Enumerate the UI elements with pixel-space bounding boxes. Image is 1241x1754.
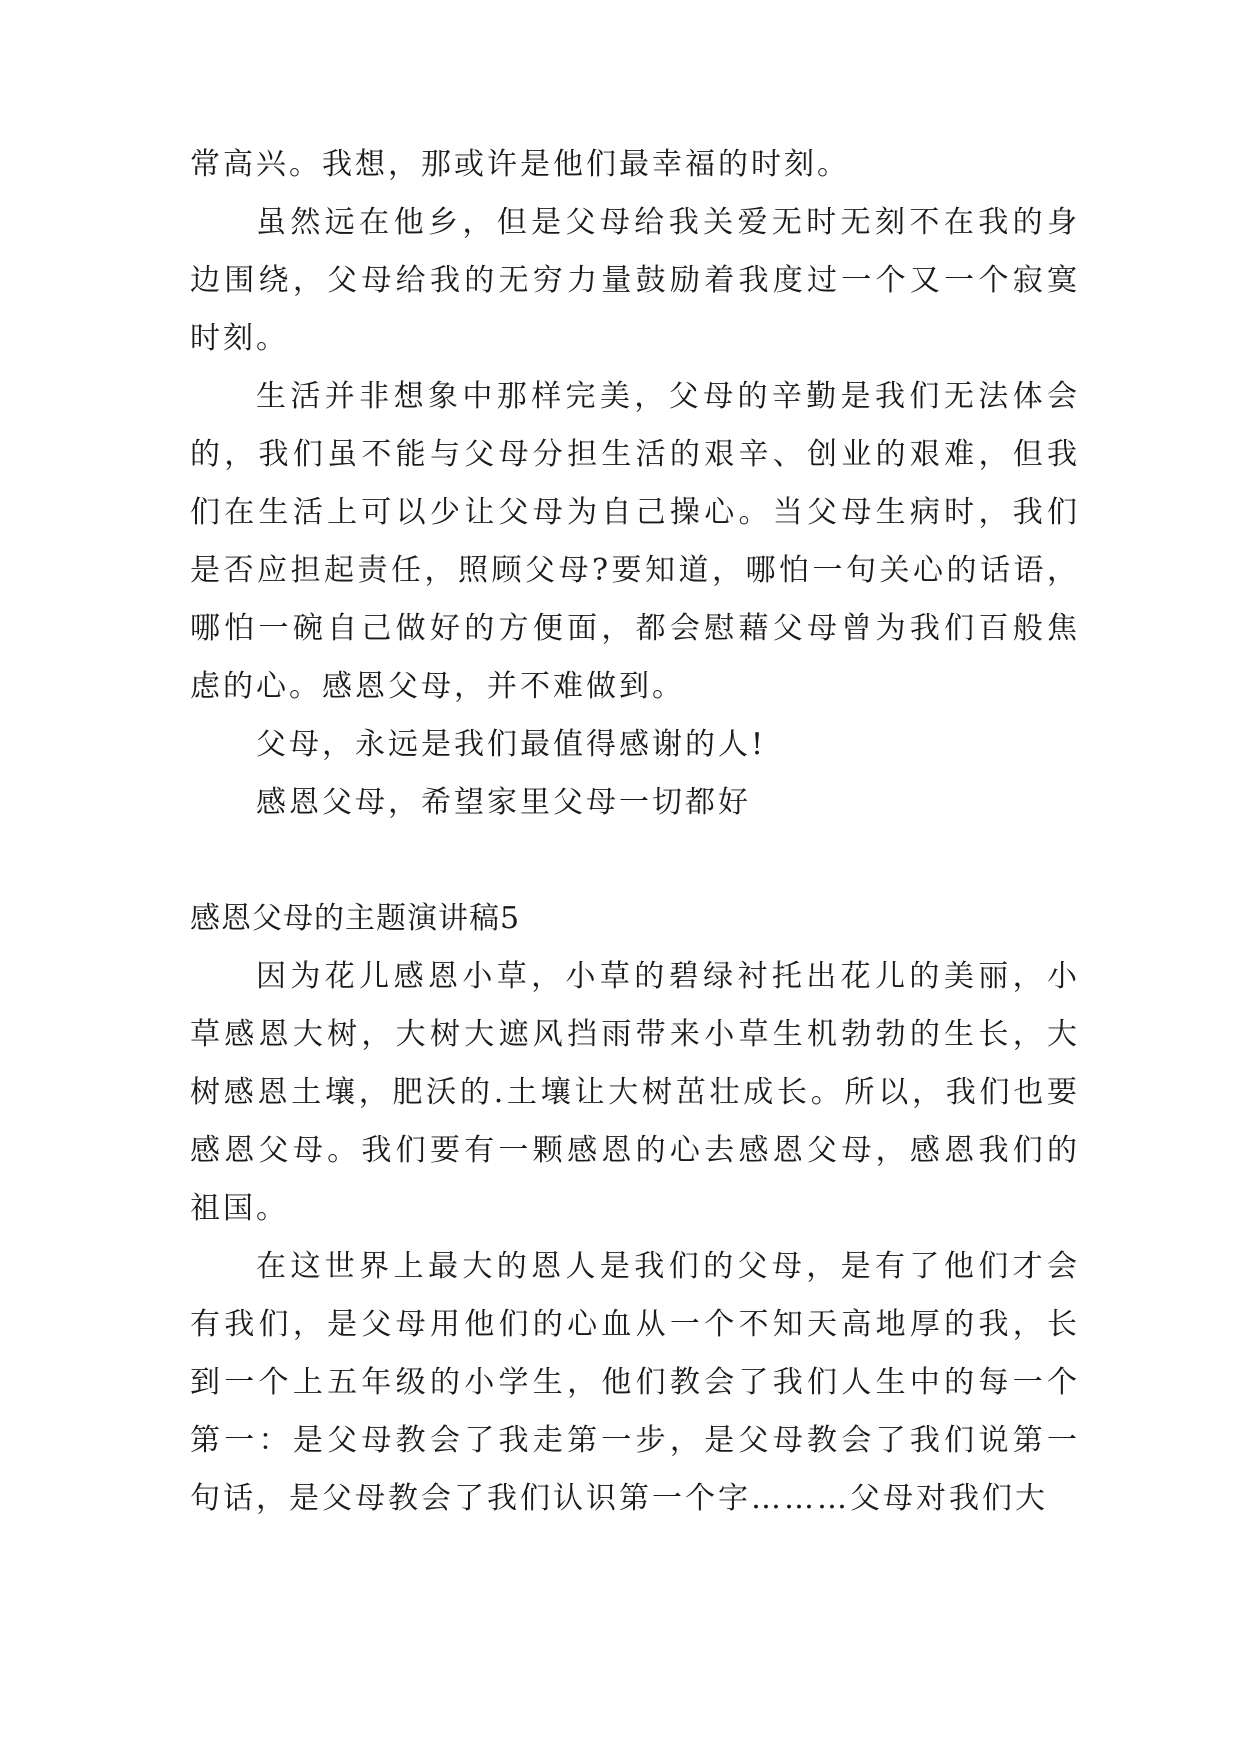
paragraph: 感恩父母，希望家里父母一切都好 bbox=[256, 785, 751, 820]
paragraph: 在这世界上最大的恩人是我们的父母，是有了他们才会有我们，是父母用他们的心血从一个不知天高地厚的我，长到一个上五年级的小学生，他们教会了我们人生中的每一个第一：是父母教会了我走第一步，是父母教会了我们说第一句话，是父母教会了我们认识第一个字………父母对我们大 bbox=[190, 1249, 1080, 1516]
paragraph: 因为花儿感恩小草，小草的碧绿衬托出花儿的美丽，小草感恩大树，大树大遮风挡雨带来小草生机勃勃的生长，大树感恩土壤，肥沃的.土壤让大树茁壮成长。所以，我们也要感恩父母。我们要有一颗感恩的心去感恩父母，感恩我们的祖国。 bbox=[190, 959, 1080, 1226]
section-gap bbox=[190, 832, 1080, 890]
paragraph: 虽然远在他乡，但是父母给我关爱无时无刻不在我的身边围绕，父母给我的无穷力量鼓励着我度过一个又一个寂寞时刻。 bbox=[190, 205, 1080, 356]
paragraph: 父母，永远是我们最值得感谢的人! bbox=[256, 727, 767, 762]
paragraph: 生活并非想象中那样完美，父母的辛勤是我们无法体会的，我们虽不能与父母分担生活的艰辛、创业的艰难，但我们在生活上可以少让父母为自己操心。当父母生病时，我们是否应担起责任，照顾父母?要知道，哪怕一句关心的话语，哪怕一碗自己做好的方便面，都会慰藉父母曾为我们百般焦虑的心。感恩父母，并不难做到。 bbox=[190, 379, 1080, 704]
document-body bbox=[190, 136, 1080, 1528]
paragraph-continuation: 常高兴。我想，那或许是他们最幸福的时刻。 bbox=[190, 147, 850, 182]
section-title: 感恩父母的主题演讲稿5 bbox=[190, 901, 521, 936]
